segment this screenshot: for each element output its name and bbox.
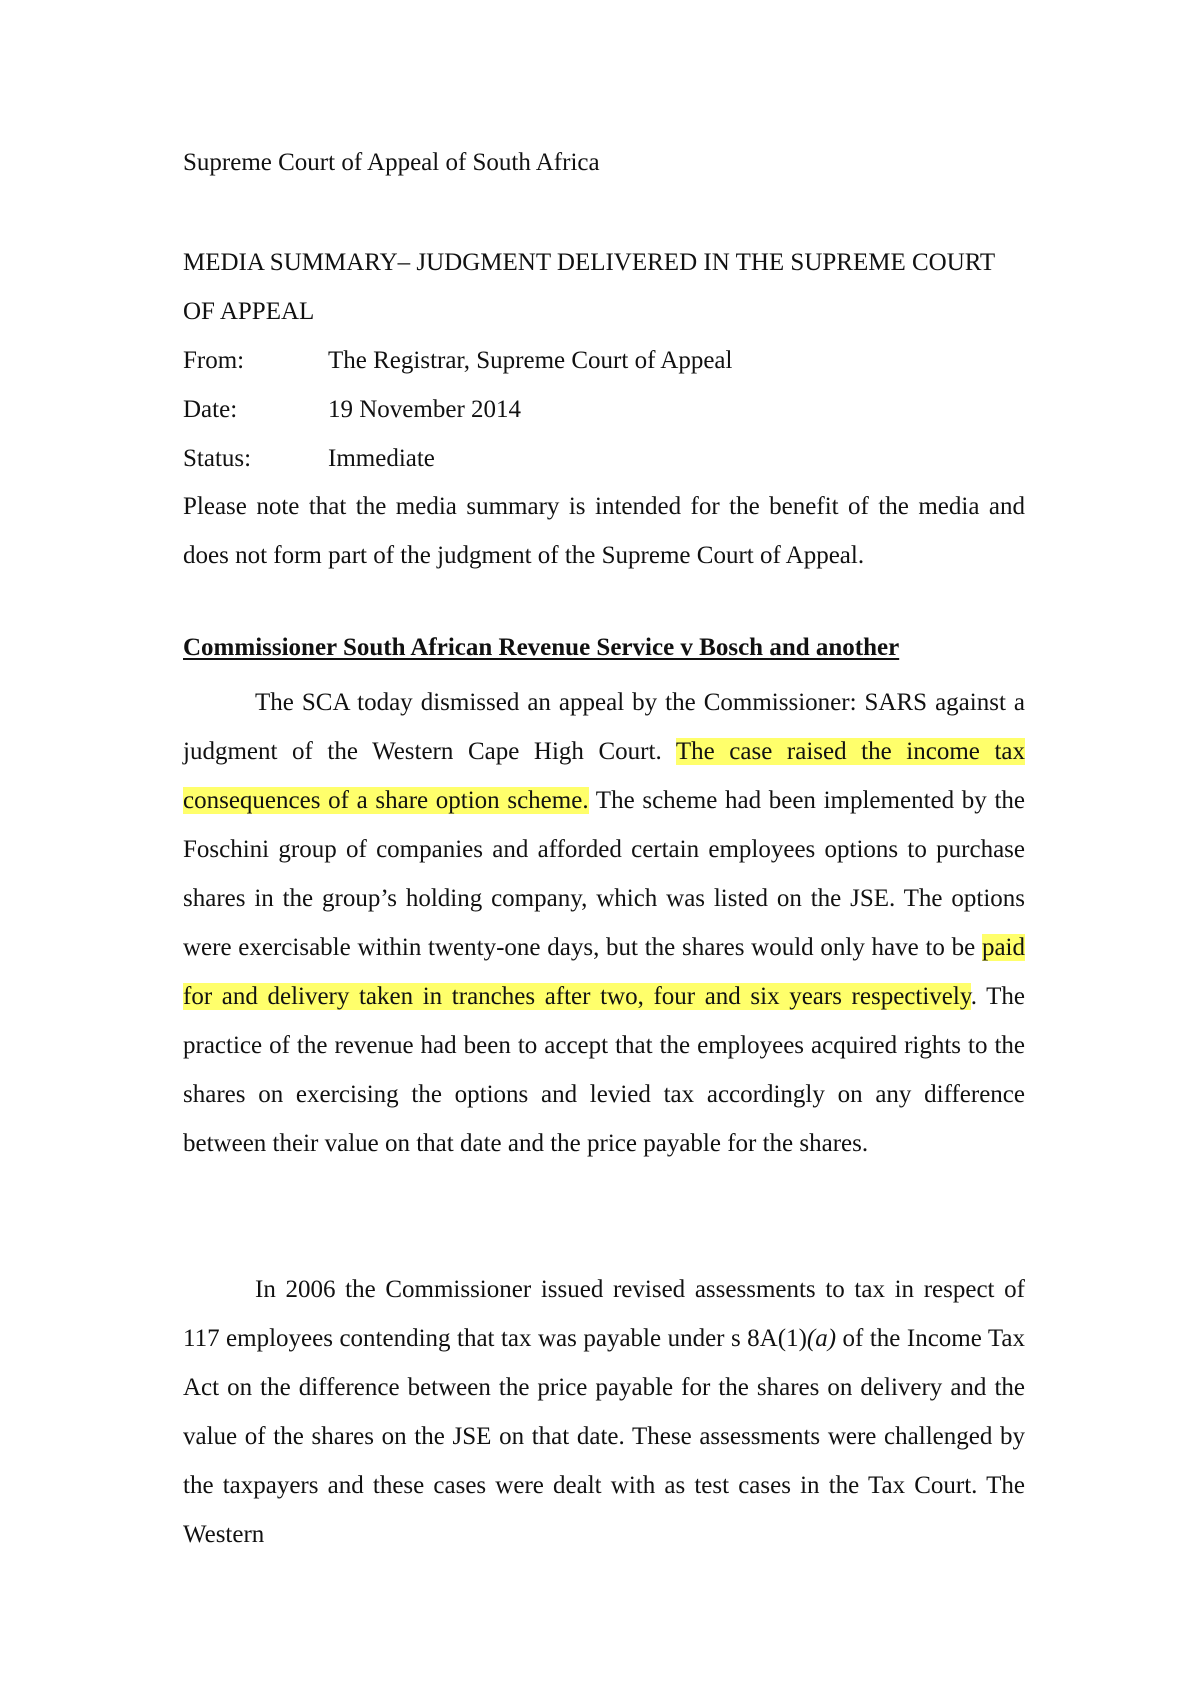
paragraph-1-text-b: The scheme had been implemented by the Foschini group of companies and afforded certain employees options to purchase shares in the group’s holding company, which was listed on the JSE. The options were exercisable within twenty-one days, but the shares would only have to be bbox=[183, 787, 1025, 961]
disclaimer-note: Please note that the media summary is intended for the benefit of the media and does not form part of the judgment of the Supreme Court of Appeal. bbox=[183, 493, 1025, 569]
from-value: The Registrar, Supreme Court of Appeal bbox=[328, 347, 733, 374]
paragraph-1-text-a: The SCA today dismissed an appeal by the Commissioner: SARS against a judgment of the Western Cape High Court. bbox=[183, 689, 1025, 765]
meta-block bbox=[183, 336, 1025, 483]
court-name: Supreme Court of Appeal of South Africa bbox=[183, 149, 600, 176]
date-value: 19 November 2014 bbox=[328, 396, 522, 423]
paragraph-2-text-b: of the Income Tax Act on the difference between the price payable for the shares on delivery and the value of the shares on the JSE on that date. These assessments were challenged by the taxpayers and these cases were dealt with as test cases in the Tax Court. The Western bbox=[183, 1325, 1025, 1548]
date-label: Date: bbox=[183, 396, 238, 423]
meta-row-date bbox=[183, 385, 1025, 434]
document-title: MEDIA SUMMARY– JUDGMENT DELIVERED IN THE SUPREME COURT OF APPEAL bbox=[183, 249, 995, 325]
paragraph-2-text-a: In 2006 the Commissioner issued revised assessments to tax in respect of 117 employees contending that tax was payable under s 8A(1) bbox=[183, 1276, 1025, 1352]
from-label: From: bbox=[183, 347, 245, 374]
meta-row-status bbox=[183, 434, 1025, 483]
case-title: Commissioner South African Revenue Service v Bosch and another bbox=[183, 634, 900, 661]
status-value: Immediate bbox=[328, 445, 435, 472]
highlight-delivery-tranches: paid for and delivery taken in tranches after two, four and six years respectively bbox=[183, 934, 1025, 1010]
meta-row-from bbox=[183, 336, 1025, 385]
highlight-case-raised: The case raised the income tax consequences of a share option scheme. bbox=[183, 738, 1026, 814]
section-subparagraph: (a) bbox=[806, 1325, 837, 1352]
paragraph-2 bbox=[183, 1265, 1025, 1559]
paragraph-1 bbox=[183, 678, 1025, 1168]
status-label: Status: bbox=[183, 445, 252, 472]
paragraph-1-text-c: . The practice of the revenue had been to accept that the employees acquired rights to the shares on exercising the options and levied tax accordingly on any difference between their value on that date and the price payable for the shares. bbox=[183, 983, 1025, 1157]
